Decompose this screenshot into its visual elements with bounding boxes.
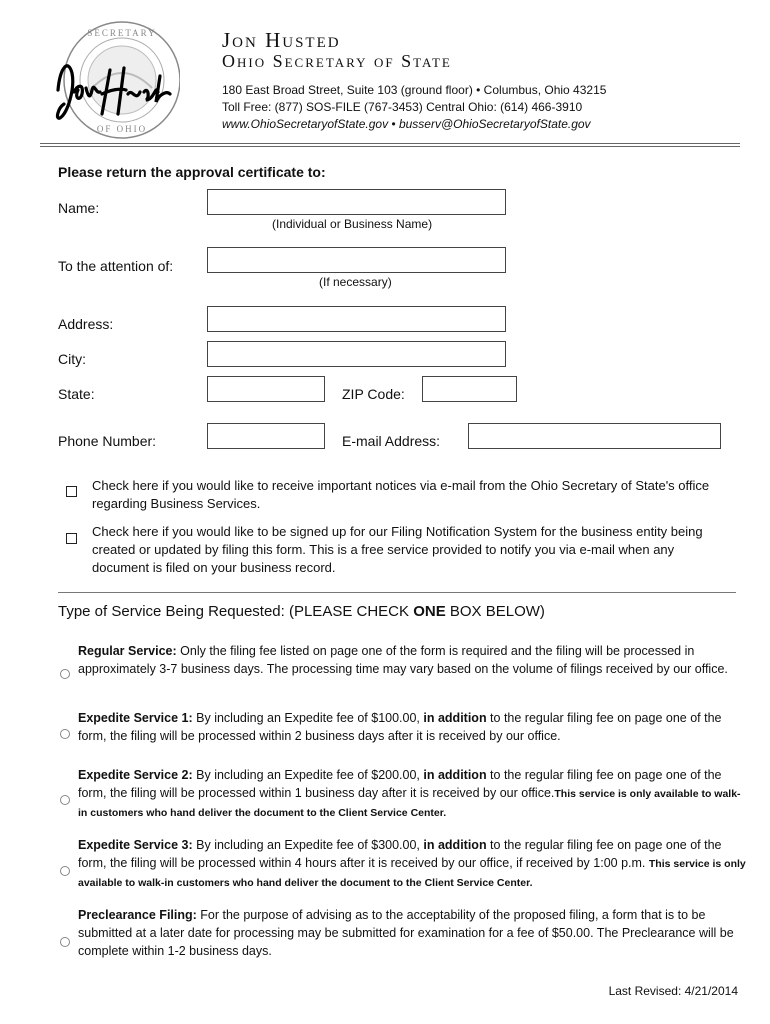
email-notices-checkbox[interactable] bbox=[66, 486, 77, 497]
office-title: Ohio Secretary of State bbox=[222, 51, 452, 71]
zip-label: ZIP Code: bbox=[342, 386, 405, 402]
name-label: Name: bbox=[58, 200, 100, 216]
email-field[interactable] bbox=[468, 423, 721, 449]
address-label: Address: bbox=[58, 316, 114, 332]
phone-field[interactable] bbox=[207, 423, 325, 449]
service-type-title: Type of Service Being Requested: (PLEASE CHECK ONE BOX BELOW) bbox=[58, 603, 545, 620]
attention-label: To the attention of: bbox=[58, 258, 174, 274]
attention-field[interactable] bbox=[207, 247, 506, 273]
office-phones: Toll Free: (877) SOS-FILE (767-3453) Central Ohio: (614) 466-3910 bbox=[222, 100, 583, 114]
last-revised: Last Revised: 4/21/2014 bbox=[608, 984, 738, 998]
filing-notification-checkbox[interactable] bbox=[66, 533, 77, 544]
expedite-1-text: Expedite Service 1: By including an Expedite fee of $100.00, in addition to the regular filing fee on page one of the form, the filing will be processed within 2 business days after it is received by our office. bbox=[78, 711, 722, 743]
header-rule-2 bbox=[40, 146, 740, 147]
expedite-3-text: Expedite Service 3: By including an Expedite fee of $300.00, in addition to the regular filing fee on page one of the form, the filing will be processed within 4 hours after it is received by our office, if received by 1:00 p.m. This service is only available to walk-in customers who hand deliver the document to the Client Service Center. bbox=[78, 838, 746, 889]
svg-text:SECRETARY: SECRETARY bbox=[87, 28, 157, 38]
expedite-1-radio[interactable] bbox=[60, 729, 70, 739]
expedite-2-radio[interactable] bbox=[60, 795, 70, 805]
expedite-2-text: Expedite Service 2: By including an Expedite fee of $200.00, in addition to the regular filing fee on page one of the form, the filing will be processed within 1 business day after it is received by our office.This service is only available to walk-in customers who hand deliver the document to the Client Service Center. bbox=[78, 768, 741, 819]
phone-label: Phone Number: bbox=[58, 433, 157, 449]
attention-note: (If necessary) bbox=[319, 275, 392, 289]
name-note: (Individual or Business Name) bbox=[272, 217, 433, 231]
regular-service-text: Regular Service: Only the filing fee listed on page one of the form is required and the filing will be processed in approximately 3-7 business days. The processing time may vary based on the volume of filings received by our office. bbox=[78, 644, 728, 676]
expedite-3-radio[interactable] bbox=[60, 866, 70, 876]
secretary-of-state-seal bbox=[50, 18, 180, 143]
state-field[interactable] bbox=[207, 376, 325, 402]
filing-notification-text: Check here if you would like to be signed up for our Filing Notification System for the business entity being created or updated by filing this form. This is a free service provided to notify you via e-mail when any document is filed on your business record. bbox=[92, 524, 703, 575]
address-field[interactable] bbox=[207, 306, 506, 332]
preclearance-text: Preclearance Filing: For the purpose of advising as to the acceptability of the proposed filing, a form that is to be submitted at a later date for processing may be submitted for examination for a fee of $50.00. The Preclearance will be complete within 1-2 business days. bbox=[78, 908, 734, 958]
email-label: E-mail Address: bbox=[342, 433, 441, 449]
regular-service-radio[interactable] bbox=[60, 669, 70, 679]
city-field[interactable] bbox=[207, 341, 506, 367]
zip-field[interactable] bbox=[422, 376, 517, 402]
state-label: State: bbox=[58, 386, 95, 402]
section-divider bbox=[58, 592, 736, 593]
name-field[interactable] bbox=[207, 189, 506, 215]
preclearance-radio[interactable] bbox=[60, 937, 70, 947]
header-rule bbox=[40, 143, 740, 144]
return-section-title: Please return the approval certificate to: bbox=[58, 164, 326, 180]
svg-text:OF OHIO: OF OHIO bbox=[96, 124, 148, 134]
office-address: 180 East Broad Street, Suite 103 (ground floor) • Columbus, Ohio 43215 bbox=[222, 83, 607, 97]
official-name: Jon Husted bbox=[222, 28, 341, 52]
city-label: City: bbox=[58, 351, 86, 367]
office-web-email: www.OhioSecretaryofState.gov • busserv@OhioSecretaryofState.gov bbox=[222, 117, 591, 131]
email-notices-text: Check here if you would like to receive important notices via e-mail from the Ohio Secretary of State's office regarding Business Services. bbox=[92, 478, 710, 511]
